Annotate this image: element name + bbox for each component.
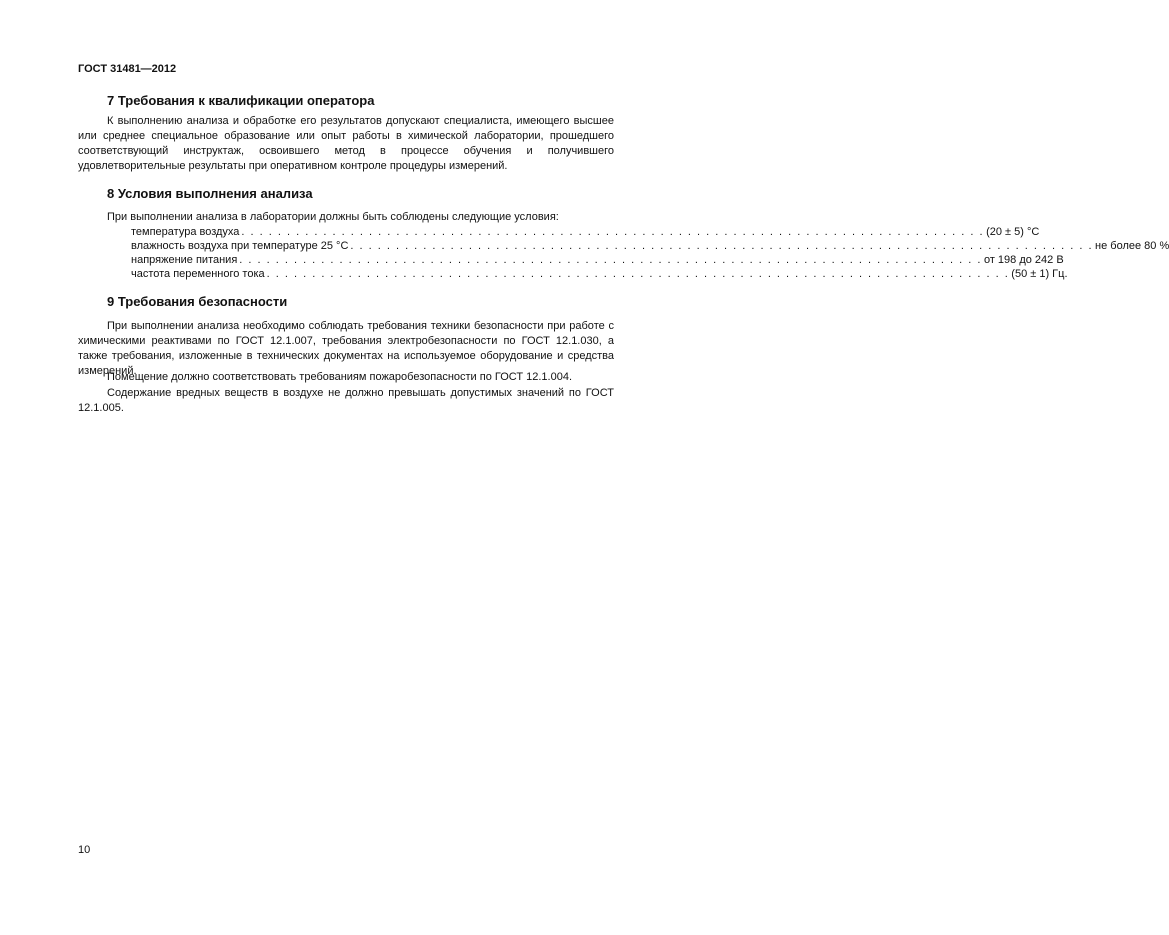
page-number: 10 — [78, 844, 91, 856]
condition-row-temperature — [131, 225, 1040, 240]
condition-row-voltage — [131, 253, 1064, 268]
section-9-paragraph-2: Помещение должно соответствовать требованиям пожаробезопасности по ГОСТ 12.1.004. — [107, 371, 573, 383]
leader-dots: . . . . . . . . . . . . . . . . . . . . . . . . . . . . . . . . . . . . . . . . . . . . . . . . . . . . . . . . . . . . . . . . . . . . . . . . . . . . . . . . . . — [239, 254, 982, 266]
section-7-paragraph: К выполнению анализа и обработке его результатов допускают специалиста, имеющего высшее или среднее специальное образование или опыт работы в химической лаборатории, прошедшего соответствующий инструктаж, освоившего метод в процессе обучения и получившего удовлетворительные результаты при оперативном контроле процедуры измерений. — [78, 115, 614, 172]
condition-value: (20 ± 5) °С — [986, 226, 1040, 238]
condition-label: температура воздуха — [131, 226, 240, 238]
condition-row-frequency — [131, 267, 1068, 282]
condition-value: не более 80 % — [1095, 240, 1169, 252]
condition-label: напряжение питания — [131, 254, 238, 266]
section-8-intro: При выполнении анализа в лаборатории должны быть соблюдены следующие условия: — [107, 211, 559, 223]
document-header: ГОСТ 31481—2012 — [78, 63, 177, 75]
section-8-heading: 8 Условия выполнения анализа — [107, 186, 313, 201]
leader-dots: . . . . . . . . . . . . . . . . . . . . . . . . . . . . . . . . . . . . . . . . . . . . . . . . . . . . . . . . . . . . . . . . . . . . . . . . . . . . . . . . . . — [241, 226, 985, 238]
leader-dots: . . . . . . . . . . . . . . . . . . . . . . . . . . . . . . . . . . . . . . . . . . . . . . . . . . . . . . . . . . . . . . . . . . . . . . . . . . . . . . . . . . — [350, 240, 1094, 252]
section-7-heading: 7 Требования к квалификации оператора — [107, 93, 375, 108]
section-9-heading: 9 Требования безопасности — [107, 294, 288, 309]
condition-value: (50 ± 1) Гц. — [1011, 268, 1068, 280]
section-9-paragraph-3: Содержание вредных веществ в воздухе не должно превышать допустимых значений по ГОСТ 12.1.005. — [78, 387, 614, 414]
leader-dots: . . . . . . . . . . . . . . . . . . . . . . . . . . . . . . . . . . . . . . . . . . . . . . . . . . . . . . . . . . . . . . . . . . . . . . . . . . . . . . . . . . — [266, 268, 1010, 280]
condition-label: частота переменного тока — [131, 268, 265, 280]
condition-label: влажность воздуха при температуре 25 °С — [131, 240, 349, 252]
condition-value: от 198 до 242 В — [983, 254, 1064, 266]
condition-row-humidity — [131, 239, 1169, 254]
section-9-paragraph-1: При выполнении анализа необходимо соблюдать требования техники безопасности при работе с химическими реактивами по ГОСТ 12.1.007, требования электробезопасности по ГОСТ 12.1.030, а также требования, изложенные в технических документах на используемое оборудование и средства измерений. — [78, 320, 614, 377]
